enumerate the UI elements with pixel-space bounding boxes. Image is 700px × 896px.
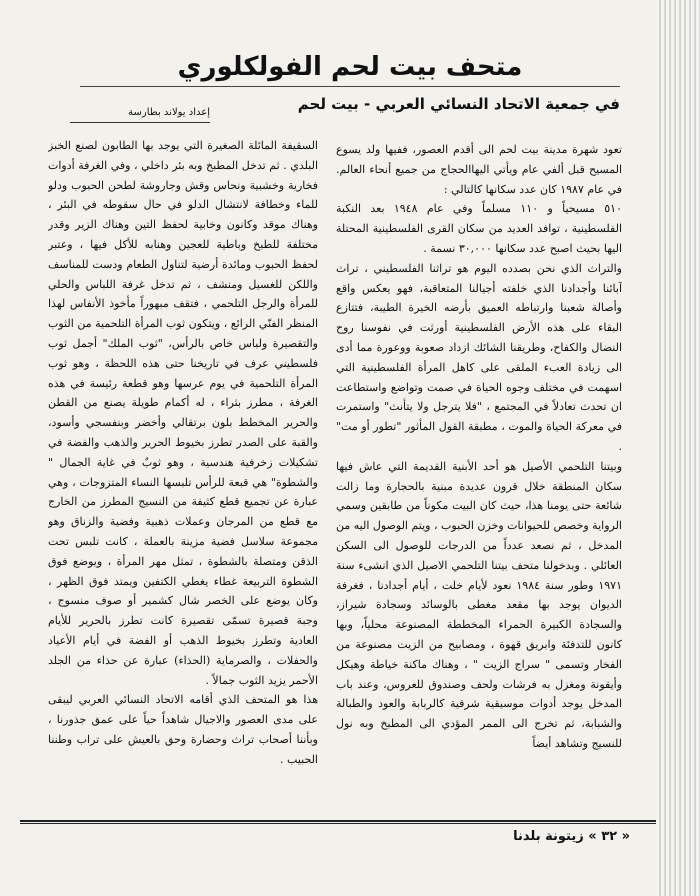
paragraph: السقيفة المائلة الصغيرة التي يوجد بها الطابون لصنع الخبز البلدي . ثم تدخل المطبخ وبه بئر داخلي ، وفي الغرفة أدوات فخارية وخشبية ونحاس وقش وجاروشة لطحن الحبوب ودلو للماء وخطافة لانتشال الدلو في حال سقوطه في البئر ، وهناك موقد وكانون وخابية لحفظ التين وهناك الزير وقدر مختلفة للطبخ وباطية للعجين وهنابه للأكل فيها ، وعتبر لحفظ الحبوب ومائدة أرضية لتناول الطعام ودست للمناسف واللكن للغسيل ومنشف ، ثم تدخل غرفة اللباس والحلي للمرأة والرجل التلحمي ، فتقف مبهوراً مأخوذ الأنفاس لهذا المنظر الفنّي الرائع ، ويتكون ثوب المرأة التلحمية من الثوب والتقصيرة ولباس خاص بالرأس، "ثوب الملك" أجمل ثوب فلسطيني عرف في تاريخنا حتى هذه اللحظة ، وهو ثوب المرأة التلحمية في يوم عرسها وهو قطعة رئيسة في هذه الغرفة ، مطرز بثراء ، له أكمام طويلة يصنع من القطن والحرير المخطط بلون برتقالي وأخضر وبنفسجي وأسود، والقبة على الصدر تطرز بخيوط الحرير والذهب والفضة في تشكيلات زخرفية هندسية ، وهو ثوبٌ في غاية الجمال " والشطوة" هي قبعة للرأس تلبسها النساء المتزوجات ، وهي عبارة عن تجميع قطع كثيفة من النسيج المطرز من الخارج مع قطع من المرجان وعملات ذهبية وفضية والزناق وهو مجموعة سلاسل فضية مزينة بالعملة ، كانت تلبس تحت الذقن ومتصلة بالشطوة ، تمثل مهر المرأة ، ويوضع فوق الشطوة التربيعة غطاء يغطي الكتفين ويمتد فوق الظهر ، وكان يوضع على الخصر شال كشمير أو صوف منسوج ، وجبة قصيرة تسمّى تقصيرة كانت تطرز بالحرير للأيام العادية وتطرز بخيوط الذهب أو الفضة في أيام الأعياد والحفلات ، والصرماية (الحذاء) عبارة عن حذاء من الجلد الأحمر يزيد الثوب جمالاً . [48, 139, 318, 687]
article-title: متحف بيت لحم الفولكلوري [177, 52, 523, 82]
paragraph: هذا هو المتحف الذي أقامه الاتحاد النسائي العربي ليبقى على مدى العصور والاجيال شاهداً حياً على عمق جذورنا ، وبأننا أصحاب تراث وحضارة وحق بالعيش على تراب وطننا الحبيب . [48, 693, 318, 766]
paragraph: وبيتنا التلحمي الأصيل هو أحد الأبنية القديمة التي عاش فيها سكان المنطقة خلال قرون عديدة مبنية بالحجارة وما زالت شائعة حتى يومنا هذا، حيث كان البيت مكوناً من طابقين وسمي الرواية وخصص للحيوانات وخزن الحبوب ، ويتم الوصول اليه من المدخل ، ثم نصعد عدداً من الدرجات للوصول الى السكن العائلي . وبدخولنا متحف بيتنا التلحمي الاصيل الذي انشىء سنة ١٩٧١ وطور سنة ١٩٨٤ نعود لأيام خلت ، أيام أجدادنا ، فغرفة الديوان يوجد بها مقعد مغطى بالوسائد وسجادة شيراز، والسجادة الكبيرة الحمراء المخططة المصنوعة محلياً، وبها كانون للتدفئة وابريق قهوة ، ومصابيح من الزيت مصنوعة من الفخار وتسمى " سراج الزيت " ، وهناك ماكنة خياطة وهيكل وأيقونة ومغزل به فرشات ولحف وصندوق للعروس، وعند باب المدخل يوجد أدوات موسيقية شرقية كالربابة والعود والطبالة والشبابة، ثم تخرج الى الممر المؤدي الى المطبخ وبه نول للنسيج وتشاهد أيضاً [336, 459, 622, 750]
text-column-right [336, 140, 622, 830]
title-divider [80, 86, 620, 87]
footer-divider [20, 820, 656, 822]
footer-divider-thin [20, 823, 656, 824]
paragraph: تعود شهرة مدينة بيت لحم الى أقدم العصور، ففيها ولد يسوع المسيح قبل ألفي عام ويأتي اليهاالحجاج من جميع أنحاء العالم. في عام ١٩٨٧ كان عدد سكانها كالتالي : [336, 143, 622, 196]
paragraph: والتراث الذي نحن بصدده اليوم هو تراثنا الفلسطيني ، تراث آبائنا وأجدادنا الذي خلفته أجيالنا المتعاقبة، فهو يعكس واقع وأصالة شعبنا وارتباطه العميق بأرضه الخيرة الطيبة، فتتازع البقاء على هذه الأرض الفلسطينية أورثت في نفوسنا روح النضال والكفاح، وطريقنا الشائك ازداد صعوبة ووعورة مما أدى الى زيادة العبء الملقى على كاهل المرأة الفلسطينية التي اسهمت في مختلف وجوه الحياة في صمت وتواضع واستطاعت ان تحدث تعادلاً في المجتمع ، "فلا يترجل ولا يتأنث" واستمرت في معركة الحياة والموت ، مطبقة القول المأثور "تطور أو مت" . [336, 261, 622, 453]
paragraph: ٥١٠ مسيحياً و ١١٠ مسلماً وفي عام ١٩٤٨ بعد النكبة الفلسطينية ، توافد العديد من سكان القرى الفلسطينية المحتلة اليها بحيث اصبح عدد سكانها ٣٠,٠٠٠ نسمة . [336, 202, 622, 255]
page-footer: « ٣٢ » زيتونة بلدنا [513, 829, 630, 844]
article-subtitle: في جمعية الاتحاد النسائي العربي - بيت لحم [297, 95, 620, 113]
article-author: إعداد يولاند بطارسة [70, 104, 210, 123]
text-column-left [48, 136, 318, 826]
